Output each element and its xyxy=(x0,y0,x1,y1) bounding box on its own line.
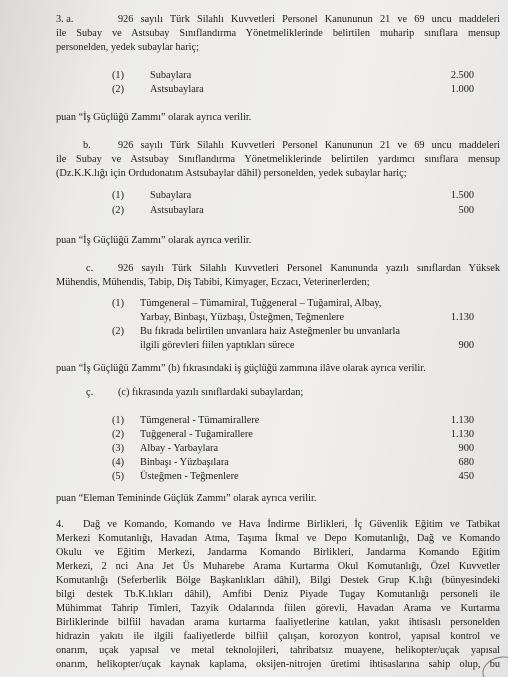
row-number: (2) xyxy=(112,84,125,95)
section-4-line-10: onarım, uçak yapısal ve metal teknolojileri, tahribatsız muayene, helikopter/uçak yapısal xyxy=(56,645,500,656)
section-4-line-11: onarım, helikopter/uçak kaynak kaplama, oksijen-nitrojen üretimi ihtisaslarına sahip olup, bu xyxy=(56,659,500,670)
row-amount: 1.130 xyxy=(450,312,474,323)
row-label: Subaylara xyxy=(150,190,192,201)
item-3a-line-3: personelden, yedek subaylar hariç; xyxy=(56,42,199,53)
row-amount: 1.500 xyxy=(450,190,474,201)
item-3cc-label: ç. xyxy=(86,387,94,398)
item-3cc-closing: puan “Eleman Temininde Güçlük Zammı” olarak ayrıca verilir. xyxy=(56,493,317,504)
row-label: Binbaşı - Yüzbaşılara xyxy=(140,457,229,468)
row-number: (1) xyxy=(112,415,125,426)
row-number: (5) xyxy=(112,471,125,482)
item-3a-line-1: 926 sayılı Türk Silahlı Kuvvetleri Personel Kanununun 21 ve 69 uncu maddeleri xyxy=(118,14,500,25)
row-number: (2) xyxy=(112,326,125,337)
section-4-line-7: Mühimmat Tahrip Timleri, Tazyik Odalarında fiilen görevli, Havadan Arama ve Kurtarma xyxy=(56,603,500,614)
row-label: Subaylara xyxy=(150,70,192,81)
row-amount: 900 xyxy=(458,443,474,454)
row-label: Bu fıkrada belirtilen unvanlara haiz Asteğmenler bu unvanlarla xyxy=(140,326,400,337)
row-amount: 1.130 xyxy=(450,415,474,426)
row-amount: 2.500 xyxy=(450,70,474,81)
item-3a-label: 3. a. xyxy=(56,14,74,25)
item-3c-line-1: 926 sayılı Türk Silahlı Kuvvetleri Personel Kanununda yazılı sınıflardan Yüksek xyxy=(118,263,500,274)
section-4-line-1: Dağ ve Komando, Komando ve Hava İndirme Birlikleri, İç Güvenlik Eğitim ve Tatbikat xyxy=(83,519,500,530)
row-number: (1) xyxy=(112,298,125,309)
item-3b-line-1: 926 sayılı Türk Silahlı Kuvvetleri Personel Kanununun 21 ve 69 uncu maddeleri xyxy=(118,140,500,151)
row-label: Üsteğmen - Teğmenlere xyxy=(140,471,239,482)
row-amount: 450 xyxy=(458,471,474,482)
item-3c-closing: puan “İş Güçlüğü Zammı” (b) fıkrasındaki iş güçlüğü zammına ilâve olarak ayrıca verilir. xyxy=(56,363,426,374)
row-label: Tuğgeneral - Tuğamirallere xyxy=(140,429,253,440)
row-label: Yarbay, Binbaşı, Yüzbaşı, Üsteğmen, Teğmenlere xyxy=(140,312,345,323)
row-number: (3) xyxy=(112,443,125,454)
row-number: (1) xyxy=(112,70,125,81)
section-4-line-3: Okulu ve Eğitim Merkezi, Jandarma Komando Birlikleri, Jandarma Komando Eğitim xyxy=(56,547,500,558)
item-3a-line-2: ile Subay ve Astsubay Sınıflandırma Yönetmeliklerinde belirtilen muharip sınıflara mensup xyxy=(56,28,500,39)
section-4-line-9: hidrazin yakıtı ile ilgili faaliyetlerde bilfiil çalışan, korozyon kontrol, yapısal kontrol ve xyxy=(56,631,500,642)
item-3b-line-2: ile Subay ve Astsubay Sınıflandırma Yönetmeliklerinde belirtilen yardımcı sınıflara mensup xyxy=(56,154,500,165)
row-label: Astsubaylara xyxy=(150,84,204,95)
row-amount: 1.130 xyxy=(450,429,474,440)
row-amount: 500 xyxy=(458,205,474,216)
item-3c-label: c. xyxy=(86,263,94,274)
row-label: Albay - Yarbaylara xyxy=(140,443,219,454)
row-label: Tümgeneral – Tümamiral, Tuğgeneral – Tuğamiral, Albay, xyxy=(140,298,382,309)
item-3c-line-2: Mühendis, Mühendis, Tabip, Diş Tabibi, Kimyager, Eczacı, Veterinerlerden; xyxy=(56,277,370,288)
section-4-line-6: bilgi destek Tb.K.lıkları dâhil), Amfibi Deniz Piyade Tugay Komutanlığı personeli ile xyxy=(56,589,500,600)
row-label: Tümgeneral - Tümamirallere xyxy=(140,415,260,426)
section-4-line-2: Merkezi Komutanlığı, Havadan Atma, Taşıma İkmal ve Depo Komutanlığı, Dağ ve Komando xyxy=(56,533,500,544)
section-4-line-8: Birliklerinde bilfiil havadan arama kurtarma faaliyetlerine katılan, yakıt ihtisaslı personelden xyxy=(56,617,500,628)
row-number: (4) xyxy=(112,457,125,468)
row-number: (1) xyxy=(112,190,125,201)
row-number: (2) xyxy=(112,429,125,440)
section-4-line-5: Komutanlığı (Seferberlik Bölge Başkanlıkları dâhil), Bilgi Destek Grup K.lığı (bünyesindeki xyxy=(56,575,500,586)
item-3b-label: b. xyxy=(83,140,91,151)
row-amount: 680 xyxy=(458,457,474,468)
row-number: (2) xyxy=(112,205,125,216)
section-4-line-4: Merkezi, 2 nci Ana Jet Üs Muharebe Arama Kurtarma Okul Komutanlığı, Özel Kuvvetler xyxy=(56,561,500,572)
row-label: Astsubaylara xyxy=(150,205,204,216)
row-amount: 900 xyxy=(458,340,474,351)
section-4-label: 4. xyxy=(56,519,64,530)
item-3a-closing: puan “İş Güçlüğü Zammı” olarak ayrıca verilir. xyxy=(56,112,252,123)
item-3cc-intro: (c) fıkrasında yazılı sınıflardaki subaylardan; xyxy=(118,387,304,398)
row-label: ilgili görevleri fiilen yaptıkları sürece xyxy=(140,340,295,351)
item-3b-closing: puan “İş Güçlüğü Zammı” olarak ayrıca verilir. xyxy=(56,235,252,246)
row-amount: 1.000 xyxy=(450,84,474,95)
item-3b-line-3: (Dz.K.K.lığı için Ordudonatım Astsubaylar dâhil) personelden, yedek subaylar hariç; xyxy=(56,168,407,179)
